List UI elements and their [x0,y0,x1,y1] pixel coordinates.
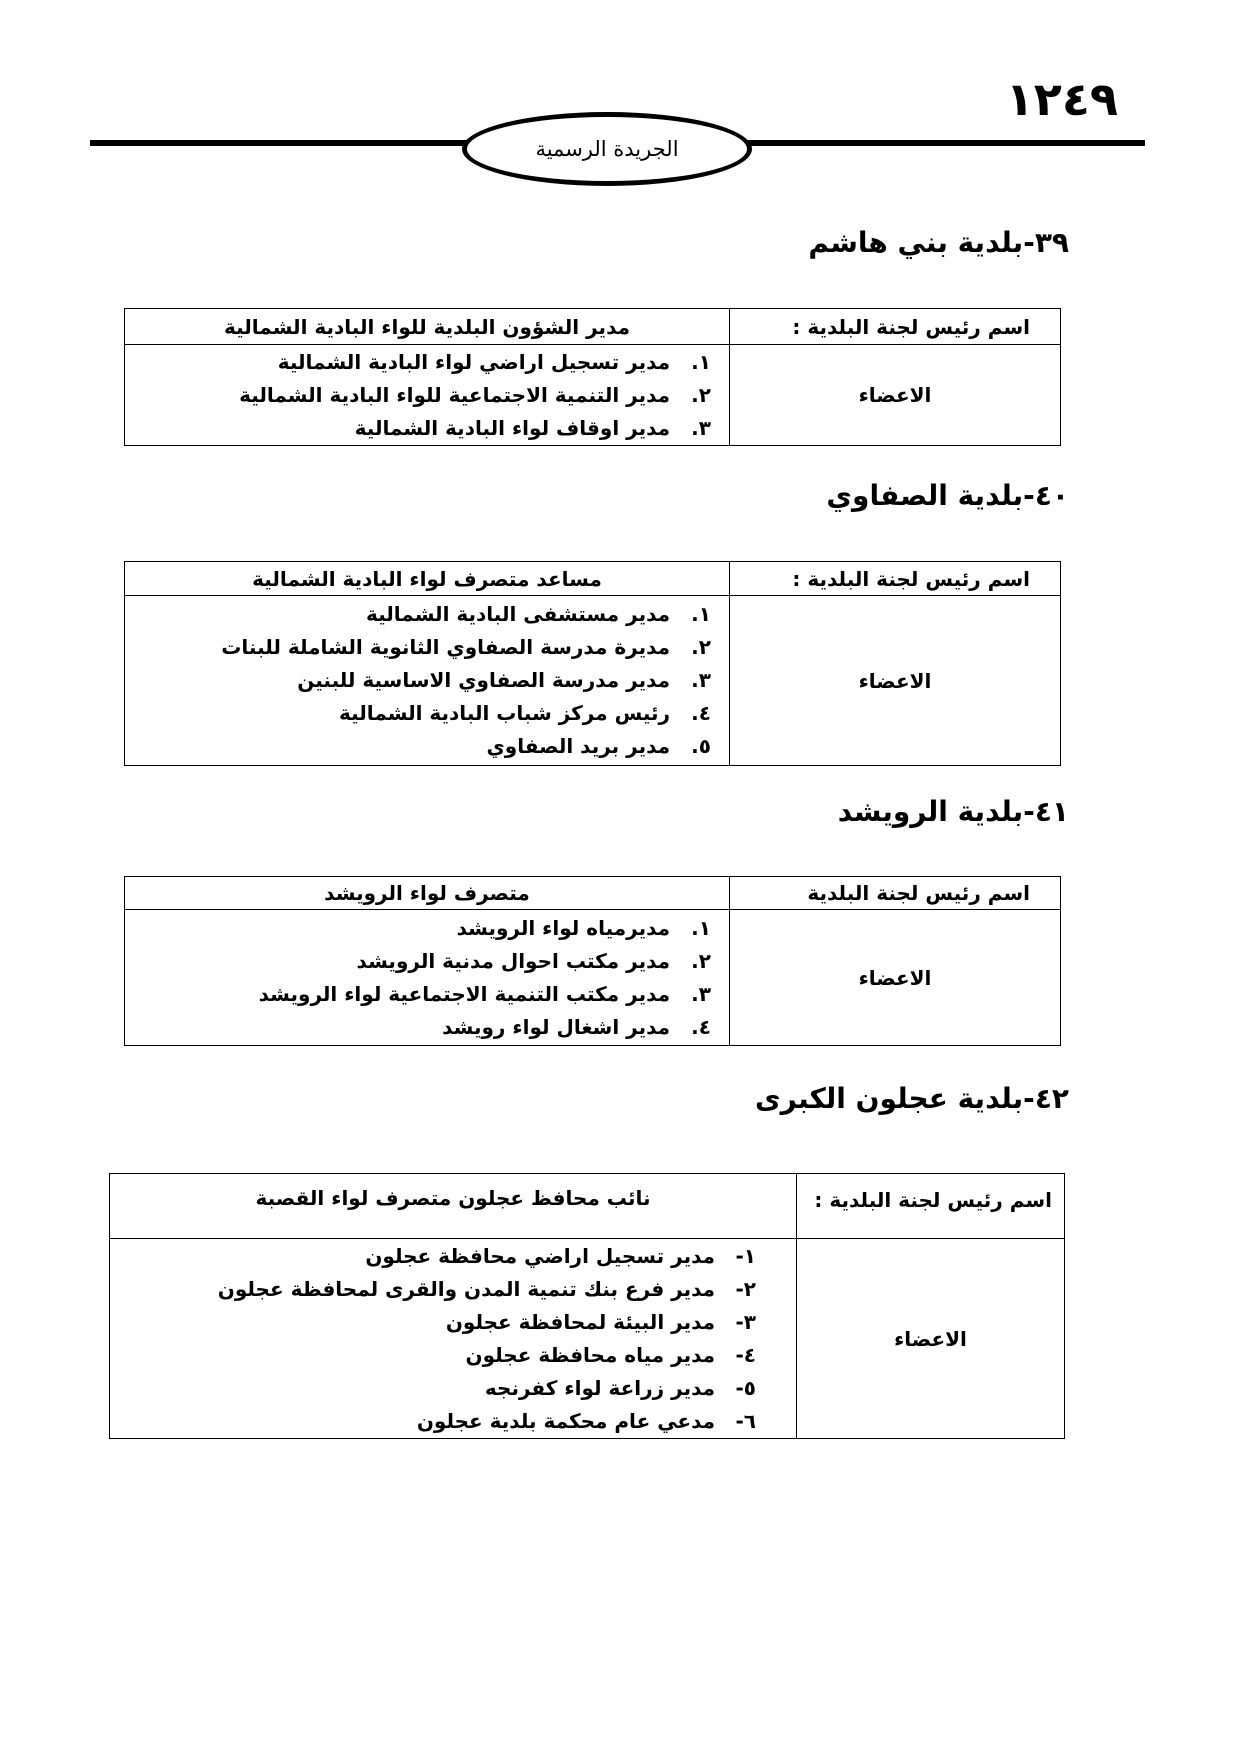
member-item: ٣- مدير البيئة لمحافظة عجلون [445,1309,756,1334]
council-table-42 [109,1173,1065,1439]
members-cell [110,1239,797,1439]
members-label: الاعضاء [730,910,1061,1046]
council-table-39 [124,308,1061,446]
section-title-39: ٣٩-بلدية بني هاشم [808,226,1069,259]
chair-label: اسم رئيس لجنة البلدية : [797,1174,1065,1239]
chair-value: متصرف لواء الرويشد [125,877,730,910]
member-item: ١. مديرمياه لواء الرويشد [456,915,711,940]
section-title-41: ٤١-بلدية الرويشد [837,795,1069,828]
page-number: ١٢٤٩ [1005,72,1118,126]
members-list [125,346,729,445]
members-label: الاعضاء [730,345,1061,446]
member-item: ٤. مدير اشغال لواء رويشد [442,1014,711,1039]
chair-label: اسم رئيس لجنة البلدية : [730,562,1061,596]
member-item: ٤- مدير مياه محافظة عجلون [465,1342,756,1367]
member-item: ٣. مدير مكتب التنمية الاجتماعية لواء الرويشد [258,981,711,1006]
member-item: ١- مدير تسجيل اراضي محافظة عجلون [365,1243,756,1268]
section-title-40: ٤٠-بلدية الصفاوي [826,479,1069,512]
member-item: ٣. مدير اوقاف لواء البادية الشمالية [354,415,711,440]
member-item: ١. مدير مستشفى البادية الشمالية [365,602,711,626]
section-title-42: ٤٢-بلدية عجلون الكبرى [754,1082,1069,1115]
council-table-41 [124,876,1061,1046]
member-item: ٣. مدير مدرسة الصفاوي الاساسية للبنين [297,668,711,692]
members-label: الاعضاء [797,1239,1065,1439]
members-list [110,1240,796,1438]
member-item: ٥- مدير زراعة لواء كفرنجه [484,1375,756,1400]
members-cell [125,596,730,766]
chair-value: نائب محافظ عجلون متصرف لواء القصبة [110,1174,797,1239]
gazette-title: الجريدة الرسمية [535,137,679,161]
members-label: الاعضاء [730,596,1061,766]
members-cell [125,910,730,1046]
member-item: ٥. مدير بريد الصفاوي [486,734,711,758]
member-item: ٢- مدير فرع بنك تنمية المدن والقرى لمحافظة عجلون [217,1276,756,1301]
chair-value: مدير الشؤون البلدية للواء البادية الشمالية [125,309,730,345]
member-item: ٦- مدعي عام محكمة بلدية عجلون [416,1408,756,1433]
member-item: ٢. مديرة مدرسة الصفاوي الثانوية الشاملة للبنات [221,635,711,659]
chair-label: اسم رئيس لجنة البلدية [730,877,1061,910]
gazette-header-oval [462,112,752,186]
member-item: ٤. رئيس مركز شباب البادية الشمالية [339,701,711,725]
member-item: ١. مدير تسجيل اراضي لواء البادية الشمالية [277,349,711,374]
member-item: ٢. مدير مكتب احوال مدنية الرويشد [356,948,711,973]
chair-value: مساعد متصرف لواء البادية الشمالية [125,562,730,596]
chair-label: اسم رئيس لجنة البلدية : [730,309,1061,345]
member-item: ٢. مدير التنمية الاجتماعية للواء البادية الشمالية [239,382,711,407]
members-cell [125,345,730,446]
council-table-40 [124,561,1061,766]
members-list [125,912,729,1044]
members-list [125,598,729,763]
